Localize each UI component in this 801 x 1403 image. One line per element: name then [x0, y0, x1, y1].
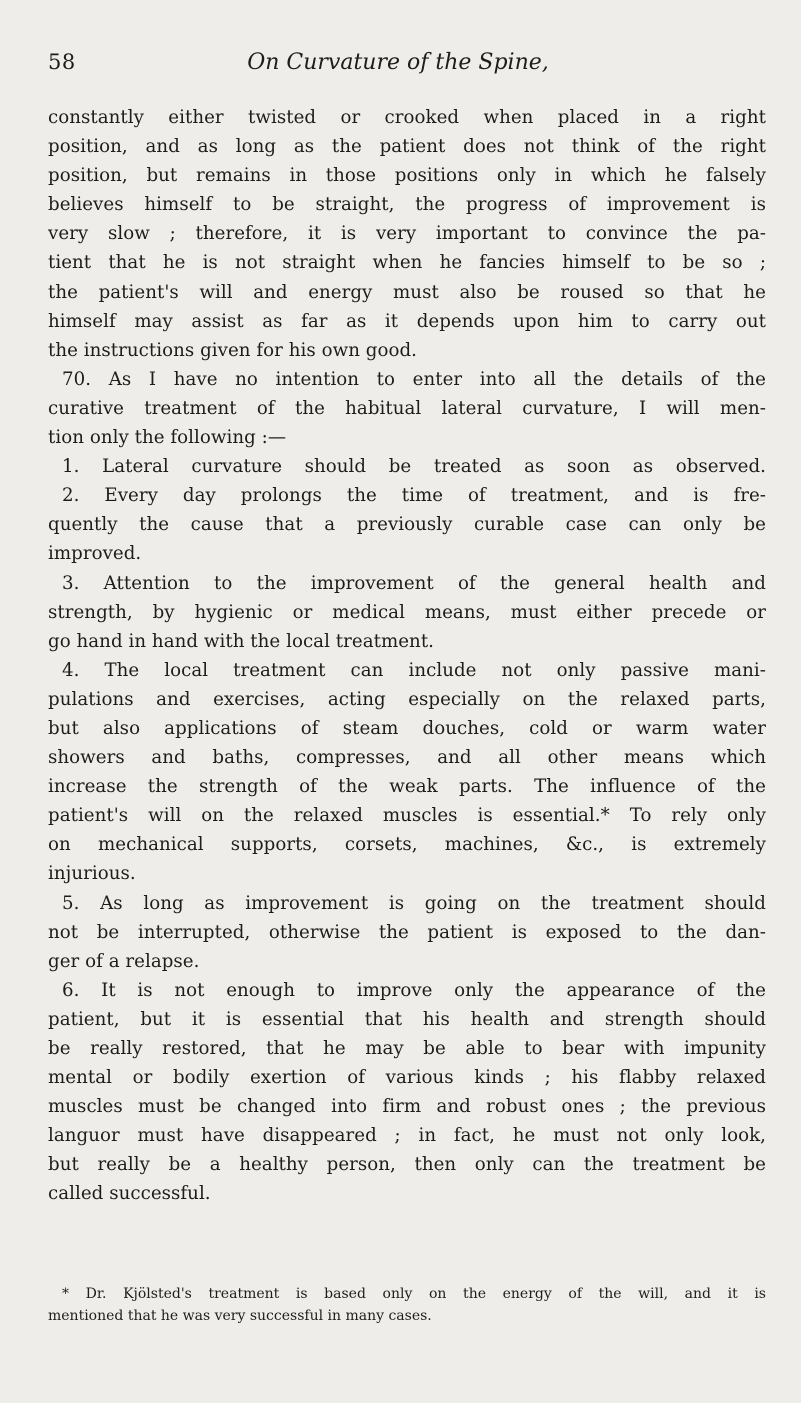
footnote-line: mentioned that he was very successful in many cases. [48, 1308, 432, 1324]
text-line: injurious. [48, 863, 136, 885]
text-line: 1. Lateral curvature should be treated as soon as observed. [62, 456, 766, 478]
text-line: 3. Attention to the improvement of the general health and [62, 572, 766, 594]
text-line: 70. As I have no intention to enter into all the details of the [62, 368, 766, 390]
text-line: pulations and exercises, acting especially on the relaxed parts, [48, 688, 766, 710]
text-line: but really be a healthy person, then only can the treatment be [48, 1154, 766, 1176]
text-line: muscles must be changed into firm and robust ones ; the previous [48, 1096, 766, 1118]
page-number: 58 [48, 50, 76, 74]
text-line: the instructions given for his own good. [48, 339, 418, 361]
text-line: patient's will on the relaxed muscles is essential.* To rely only [48, 805, 766, 827]
running-title: On Curvature of the Spine, [247, 50, 549, 75]
text-line: position, and as long as the patient does not think of the right [48, 136, 766, 158]
text-line: strength, by hygienic or medical means, must either precede or [48, 601, 766, 623]
text-line: called successful. [48, 1183, 211, 1205]
text-line: showers and baths, compresses, and all other means which [48, 747, 766, 769]
text-line: mental or bodily exertion of various kinds ; his flabby relaxed [48, 1067, 766, 1089]
text-line: ger of a relapse. [48, 950, 200, 972]
text-line: increase the strength of the weak parts. The influence of the [48, 776, 766, 798]
text-line: 4. The local treatment can include not only passive mani- [62, 659, 766, 681]
footnote-line: * Dr. Kjölsted's treatment is based only on the energy of the will, and it is [62, 1286, 766, 1302]
text-line: position, but remains in those positions only in which he falsely [48, 165, 766, 187]
body-text [48, 103, 766, 1209]
text-line: but also applications of steam douches, cold or warm water [48, 717, 766, 739]
text-line: believes himself to be straight, the progress of improvement is [48, 194, 766, 216]
text-line: very slow ; therefore, it is very important to convince the pa- [48, 223, 766, 245]
text-line: the patient's will and energy must also be roused so that he [48, 281, 766, 303]
footnote [48, 1283, 766, 1327]
text-line: go hand in hand with the local treatment. [48, 630, 435, 652]
text-line: 5. As long as improvement is going on the treatment should [62, 892, 766, 914]
text-line: patient, but it is essential that his health and strength should [48, 1008, 766, 1030]
text-line: not be interrupted, otherwise the patient is exposed to the dan- [48, 921, 766, 943]
text-line: 6. It is not enough to improve only the appearance of the [62, 979, 766, 1001]
page-header [48, 50, 748, 86]
text-line: tient that he is not straight when he fancies himself to be so ; [48, 252, 766, 274]
text-line: on mechanical supports, corsets, machines, &c., is extremely [48, 834, 766, 856]
text-line: quently the cause that a previously curable case can only be [48, 514, 766, 536]
text-line: languor must have disappeared ; in fact, he must not only look, [48, 1125, 766, 1147]
text-line: himself may assist as far as it depends upon him to carry out [48, 310, 766, 332]
text-line: tion only the following :— [48, 427, 287, 449]
text-line: curative treatment of the habitual lateral curvature, I will men- [48, 397, 766, 419]
text-line: improved. [48, 543, 142, 565]
text-line: constantly either twisted or crooked when placed in a right [48, 107, 766, 128]
text-line: 2. Every day prolongs the time of treatment, and is fre- [62, 485, 766, 507]
text-line: be really restored, that he may be able to bear with impunity [48, 1038, 766, 1059]
